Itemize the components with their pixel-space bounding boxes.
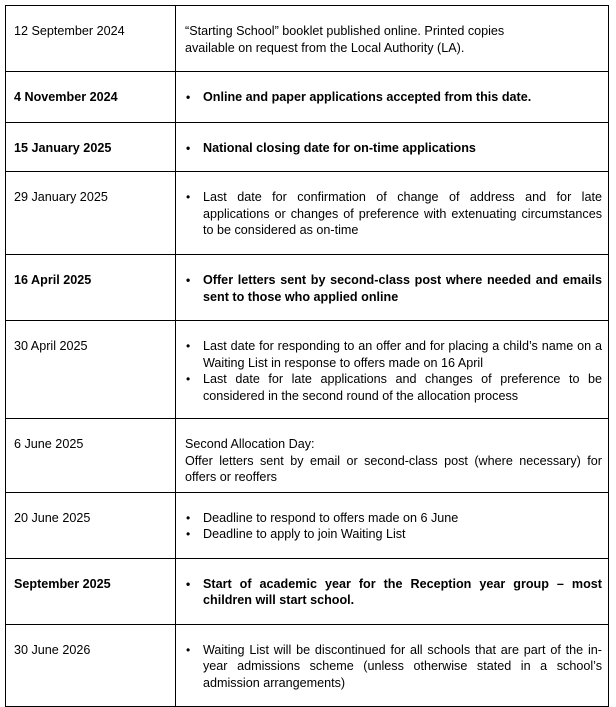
- bullet-list: [185, 140, 602, 157]
- bullet-text: National closing date for on-time applications: [203, 141, 476, 155]
- bullet-icon: •: [186, 642, 191, 657]
- bullet-text: Start of academic year for the Reception year group – most children will start school.: [203, 576, 602, 607]
- timeline-date: 16 April 2025: [6, 255, 176, 321]
- timeline-row: [6, 6, 609, 72]
- timeline-row: [6, 419, 609, 493]
- bullet-list: [185, 510, 602, 543]
- timeline-row: [6, 624, 609, 706]
- timeline-date: 4 November 2024: [6, 72, 176, 123]
- timeline-row: [6, 172, 609, 255]
- timeline-date: September 2025: [6, 558, 176, 624]
- bullet-icon: •: [186, 141, 191, 155]
- bullet-list: [185, 272, 602, 305]
- bullet-item: [186, 510, 602, 527]
- bullet-list: [185, 338, 602, 404]
- bullet-list: [185, 89, 602, 106]
- bullet-item: [186, 140, 602, 157]
- bullet-item: [186, 642, 602, 692]
- timeline-description: [176, 172, 609, 255]
- bullet-item: [186, 189, 602, 239]
- bullet-text: Last date for late applications and changes of preference to be considered in the second round of the allocation process: [203, 372, 602, 403]
- description-line: Offer letters sent by email or second-class post (where necessary) for offers or reoffers: [185, 453, 602, 484]
- bullet-text: Online and paper applications accepted from this date.: [203, 90, 532, 104]
- timeline-description: [176, 419, 609, 493]
- bullet-icon: •: [186, 527, 191, 541]
- timeline-date: 30 April 2025: [6, 321, 176, 419]
- bullet-item: [186, 526, 602, 543]
- bullet-list: [185, 642, 602, 692]
- bullet-list: [185, 189, 602, 239]
- timeline-description: [176, 6, 609, 72]
- timeline-description: [176, 321, 609, 419]
- description-line: “Starting School” booklet published online. Printed copies: [185, 24, 505, 38]
- bullet-item: [186, 89, 602, 106]
- timeline-description: [176, 123, 609, 172]
- admissions-timeline-table: [5, 5, 609, 707]
- timeline-description: [176, 72, 609, 123]
- description-text: [185, 23, 602, 56]
- timeline-description: [176, 624, 609, 706]
- bullet-icon: •: [186, 339, 191, 353]
- bullet-item: [186, 576, 602, 609]
- timeline-body: [6, 6, 609, 707]
- bullet-item: [186, 272, 602, 305]
- timeline-date: 15 January 2025: [6, 123, 176, 172]
- description-line: Second Allocation Day:: [185, 437, 315, 451]
- bullet-text: Last date for responding to an offer and for placing a child’s name on a Waiting List in response to offers made on 16 April: [203, 339, 602, 370]
- timeline-row: [6, 123, 609, 172]
- timeline-row: [6, 321, 609, 419]
- timeline-date: 6 June 2025: [6, 419, 176, 493]
- bullet-text: Waiting List will be discontinued for all schools that are part of the in-year admissions scheme (unless otherwise stated in a school’s admission arrangements): [203, 642, 602, 690]
- bullet-icon: •: [186, 576, 191, 591]
- timeline-row: [6, 558, 609, 624]
- timeline-date: 12 September 2024: [6, 6, 176, 72]
- bullet-text: Deadline to apply to join Waiting List: [203, 527, 406, 541]
- timeline-row: [6, 72, 609, 123]
- bullet-list: [185, 576, 602, 609]
- bullet-text: Deadline to respond to offers made on 6 June: [203, 510, 459, 525]
- timeline-date: 29 January 2025: [6, 172, 176, 255]
- description-text: [185, 436, 602, 486]
- timeline-date: 30 June 2026: [6, 624, 176, 706]
- timeline-date: 20 June 2025: [6, 492, 176, 558]
- bullet-icon: •: [186, 190, 191, 204]
- bullet-icon: •: [186, 90, 191, 104]
- description-line: available on request from the Local Authority (LA).: [185, 40, 465, 55]
- bullet-icon: •: [186, 372, 191, 386]
- bullet-item: [186, 338, 602, 371]
- bullet-text: Last date for confirmation of change of address and for late applications or changes of preference with extenuating circumstances to be considered as on-time: [203, 190, 602, 237]
- timeline-row: [6, 492, 609, 558]
- timeline-row: [6, 255, 609, 321]
- timeline-description: [176, 492, 609, 558]
- bullet-item: [186, 371, 602, 404]
- bullet-icon: •: [186, 510, 191, 525]
- bullet-icon: •: [186, 273, 191, 287]
- bullet-text: Offer letters sent by second-class post where needed and emails sent to those who applied online: [203, 273, 602, 304]
- timeline-description: [176, 255, 609, 321]
- timeline-description: [176, 558, 609, 624]
